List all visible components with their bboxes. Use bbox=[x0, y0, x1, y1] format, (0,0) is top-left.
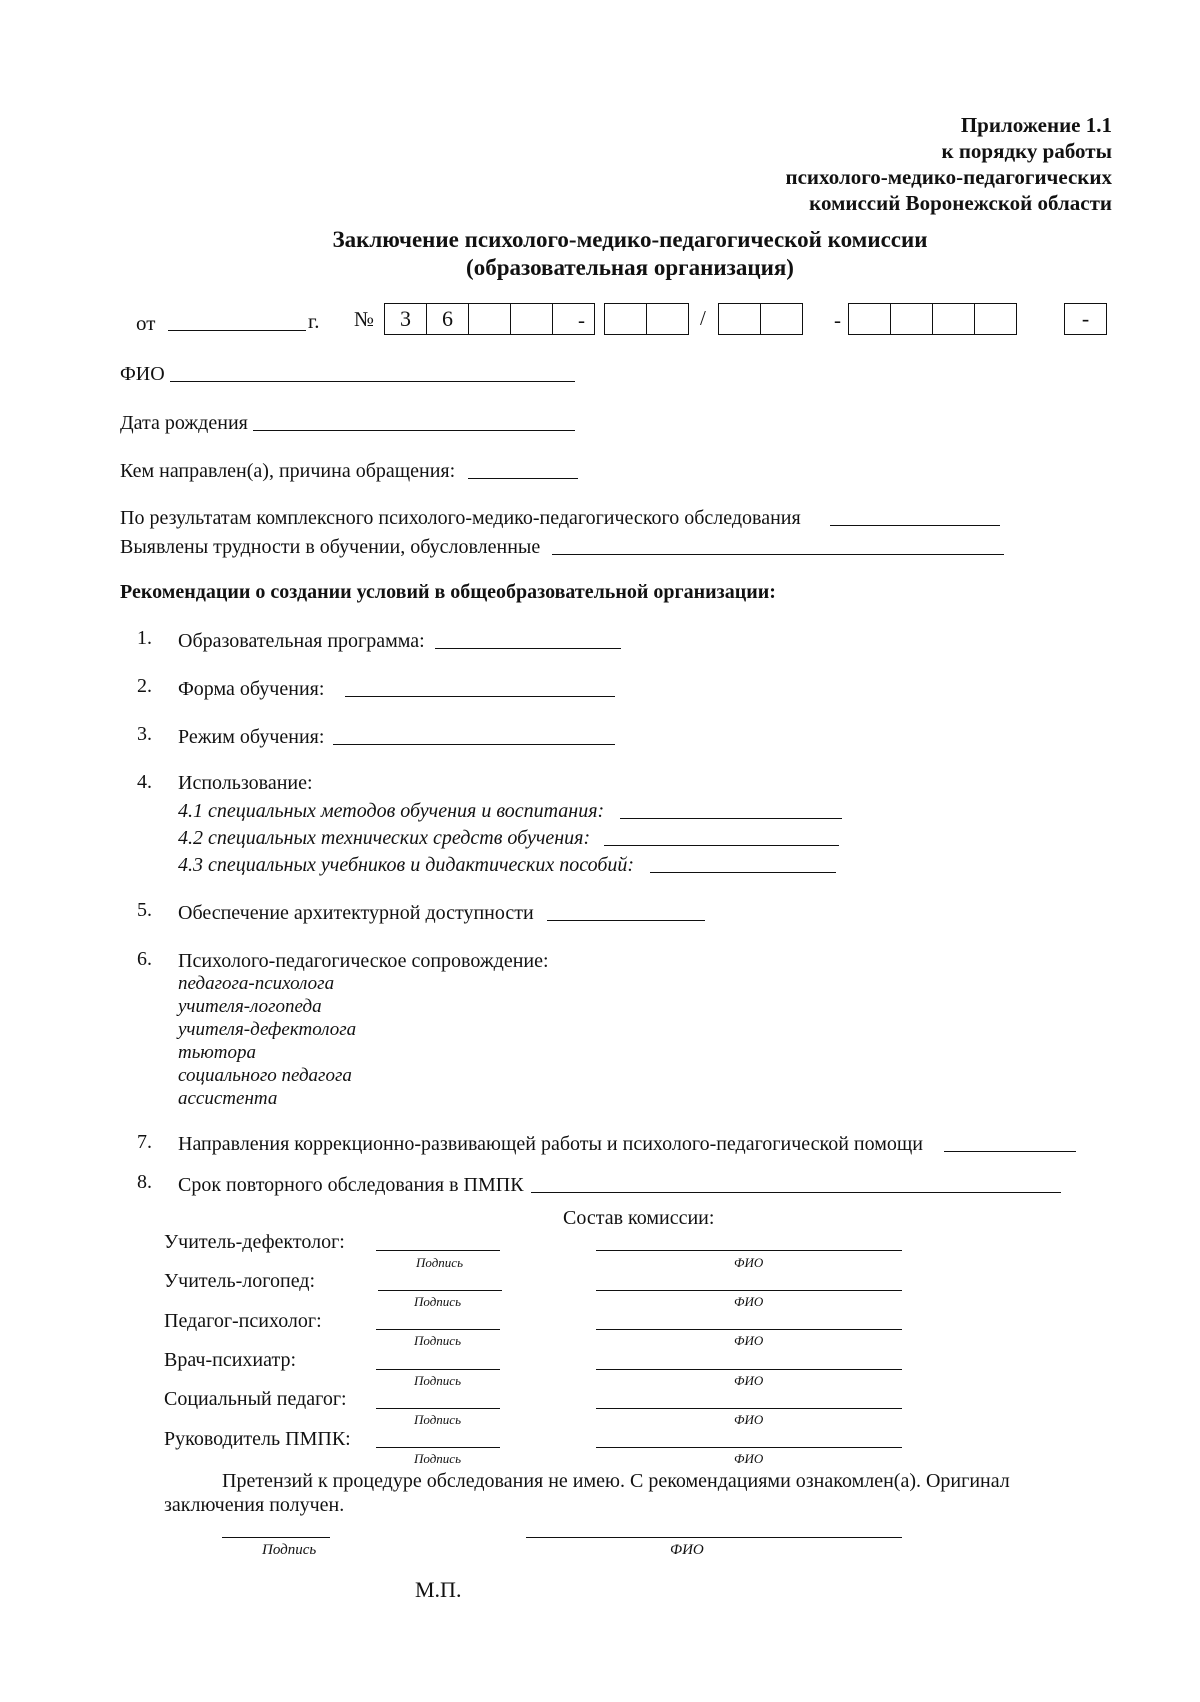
number-box-group-3[interactable] bbox=[718, 303, 803, 335]
number-box-group-4[interactable] bbox=[848, 303, 1017, 335]
acknowledgement-text-line-2: заключения получен. bbox=[164, 1494, 345, 1516]
number-box-group-1[interactable] bbox=[384, 303, 595, 335]
correction-directions-field-line[interactable] bbox=[944, 1151, 1076, 1152]
number-cell[interactable] bbox=[849, 304, 891, 334]
support-list-item: учителя-дефектолога bbox=[178, 1019, 357, 1040]
birth-date-label: Дата рождения bbox=[120, 412, 248, 434]
signature-line[interactable] bbox=[376, 1408, 500, 1409]
item-number: 2. bbox=[137, 675, 152, 697]
name-line[interactable] bbox=[596, 1447, 902, 1448]
item-number: 8. bbox=[137, 1171, 152, 1193]
applicant-name-line[interactable] bbox=[526, 1537, 902, 1538]
number-sign: № bbox=[354, 307, 375, 331]
signature-line[interactable] bbox=[376, 1447, 500, 1448]
signature-line[interactable] bbox=[376, 1369, 500, 1370]
stamp-place-label: М.П. bbox=[415, 1577, 462, 1602]
birth-date-field-line[interactable] bbox=[253, 430, 575, 431]
number-cell[interactable] bbox=[891, 304, 933, 334]
name-caption: ФИО bbox=[734, 1373, 764, 1388]
item-label: Использование: bbox=[178, 772, 313, 794]
signature-caption: Подпись bbox=[414, 1294, 461, 1309]
item-label: Психолого-педагогическое сопровождение: bbox=[178, 950, 549, 972]
fio-label: ФИО bbox=[120, 363, 165, 385]
appendix-line-3: психолого-медико-педагогических bbox=[785, 165, 1112, 189]
difficulties-label: Выявлены трудности в обучении, обусловленные bbox=[120, 536, 541, 558]
signature-caption: Подпись bbox=[414, 1333, 461, 1348]
educational-program-field-line[interactable] bbox=[435, 648, 621, 649]
signature-line[interactable] bbox=[378, 1290, 502, 1291]
commission-member-role: Педагог-психолог: bbox=[164, 1310, 322, 1332]
item-label: Направления коррекционно-развивающей работы и психолого-педагогической помощи bbox=[178, 1133, 923, 1155]
support-list-item: педагога-психолога bbox=[178, 973, 335, 994]
signature-caption: Подпись bbox=[414, 1451, 461, 1466]
results-field-line[interactable] bbox=[830, 525, 1000, 526]
name-line[interactable] bbox=[596, 1408, 902, 1409]
name-line[interactable] bbox=[596, 1369, 902, 1370]
number-dash-1: - bbox=[578, 308, 585, 332]
name-line[interactable] bbox=[596, 1290, 902, 1291]
sub-item-field-line[interactable] bbox=[604, 845, 839, 846]
commission-member-role: Учитель-дефектолог: bbox=[164, 1231, 345, 1253]
number-cell[interactable] bbox=[933, 304, 975, 334]
item-number: 4. bbox=[137, 771, 152, 793]
item-label: Обеспечение архитектурной доступности bbox=[178, 902, 534, 924]
document-title bbox=[0, 226, 1200, 282]
commission-member-role: Врач-психиатр: bbox=[164, 1349, 297, 1371]
applicant-name-caption: ФИО bbox=[670, 1542, 704, 1558]
appendix-line-2: к порядку работы bbox=[941, 139, 1112, 163]
difficulties-field-line[interactable] bbox=[552, 554, 1004, 555]
commission-member-role: Руководитель ПМПК: bbox=[164, 1428, 351, 1450]
commission-member-role: Социальный педагог: bbox=[164, 1388, 347, 1410]
item-number: 7. bbox=[137, 1131, 152, 1153]
number-digit[interactable]: 6 bbox=[427, 304, 469, 334]
support-list-item: тьютора bbox=[178, 1042, 256, 1063]
number-cell[interactable] bbox=[719, 304, 761, 334]
sub-item-field-line[interactable] bbox=[620, 818, 842, 819]
commission-heading: Состав комиссии: bbox=[563, 1207, 715, 1229]
name-caption: ФИО bbox=[734, 1333, 764, 1348]
study-form-field-line[interactable] bbox=[345, 696, 615, 697]
study-mode-field-line[interactable] bbox=[333, 744, 615, 745]
name-caption: ФИО bbox=[734, 1451, 764, 1466]
document-title-line-2: (образовательная организация) bbox=[466, 255, 794, 280]
recommendations-heading: Рекомендации о создании условий в общеобразовательной организации: bbox=[120, 581, 776, 603]
item-number: 3. bbox=[137, 723, 152, 745]
item-label: Форма обучения: bbox=[178, 678, 325, 700]
item-number: 5. bbox=[137, 899, 152, 921]
number-dash-2: - bbox=[834, 308, 841, 332]
signature-line[interactable] bbox=[376, 1250, 500, 1251]
sub-item: 4.3 специальных учебников и дидактических пособий: bbox=[178, 854, 635, 876]
number-cell[interactable] bbox=[761, 304, 802, 334]
number-slash: / bbox=[700, 306, 706, 330]
sub-item: 4.2 специальных технических средств обучения: bbox=[178, 827, 591, 849]
year-suffix: г. bbox=[308, 309, 320, 333]
from-label: от bbox=[136, 311, 156, 335]
support-list-item: ассистента bbox=[178, 1088, 278, 1109]
number-box-group-2[interactable] bbox=[604, 303, 689, 335]
sub-item: 4.1 специальных методов обучения и воспитания: bbox=[178, 800, 605, 822]
appendix-header bbox=[786, 112, 1112, 216]
item-label: Режим обучения: bbox=[178, 726, 325, 748]
number-digit[interactable]: 3 bbox=[385, 304, 427, 334]
item-label: Срок повторного обследования в ПМПК bbox=[178, 1174, 524, 1196]
signature-caption: Подпись bbox=[416, 1255, 463, 1270]
item-number: 1. bbox=[137, 627, 152, 649]
signature-caption: Подпись bbox=[414, 1373, 461, 1388]
number-box-last[interactable] bbox=[1064, 303, 1107, 335]
number-last-cell[interactable]: - bbox=[1081, 306, 1090, 331]
support-list-item: социального педагога bbox=[178, 1065, 352, 1086]
number-digit[interactable] bbox=[553, 304, 594, 334]
appendix-title: Приложение 1.1 bbox=[960, 113, 1112, 137]
name-caption: ФИО bbox=[734, 1412, 764, 1427]
name-caption: ФИО bbox=[734, 1294, 764, 1309]
name-line[interactable] bbox=[596, 1250, 902, 1251]
number-cell[interactable] bbox=[647, 304, 688, 334]
results-label: По результатам комплексного психолого-медико-педагогического обследования bbox=[120, 507, 801, 529]
document-title-line-1: Заключение психолого-медико-педагогической комиссии bbox=[332, 227, 928, 252]
support-list-item: учителя-логопеда bbox=[178, 996, 322, 1017]
fio-field-line[interactable] bbox=[170, 381, 575, 382]
applicant-signature-line[interactable] bbox=[222, 1537, 330, 1538]
number-cell[interactable] bbox=[605, 304, 647, 334]
date-field-line[interactable] bbox=[168, 330, 306, 331]
number-cell[interactable] bbox=[975, 304, 1016, 334]
number-digit[interactable] bbox=[469, 304, 511, 334]
referred-by-field-line[interactable] bbox=[468, 478, 578, 479]
item-number: 6. bbox=[137, 948, 152, 970]
referred-by-label: Кем направлен(а), причина обращения: bbox=[120, 460, 456, 482]
commission-member-role: Учитель-логопед: bbox=[164, 1270, 316, 1292]
reexam-date-field-line[interactable] bbox=[531, 1192, 1061, 1193]
name-caption: ФИО bbox=[734, 1255, 764, 1270]
number-digit[interactable] bbox=[511, 304, 553, 334]
sub-item-field-line[interactable] bbox=[650, 872, 836, 873]
acknowledgement-text-line-1: Претензий к процедуре обследования не имею. С рекомендациями ознакомлен(а). Оригинал bbox=[222, 1470, 1010, 1492]
signature-line[interactable] bbox=[376, 1329, 500, 1330]
accessibility-field-line[interactable] bbox=[547, 920, 705, 921]
applicant-signature-caption: Подпись bbox=[262, 1542, 317, 1558]
name-line[interactable] bbox=[596, 1329, 902, 1330]
signature-caption: Подпись bbox=[414, 1412, 461, 1427]
item-label: Образовательная программа: bbox=[178, 630, 425, 652]
appendix-line-4: комиссий Воронежской области bbox=[809, 191, 1112, 215]
